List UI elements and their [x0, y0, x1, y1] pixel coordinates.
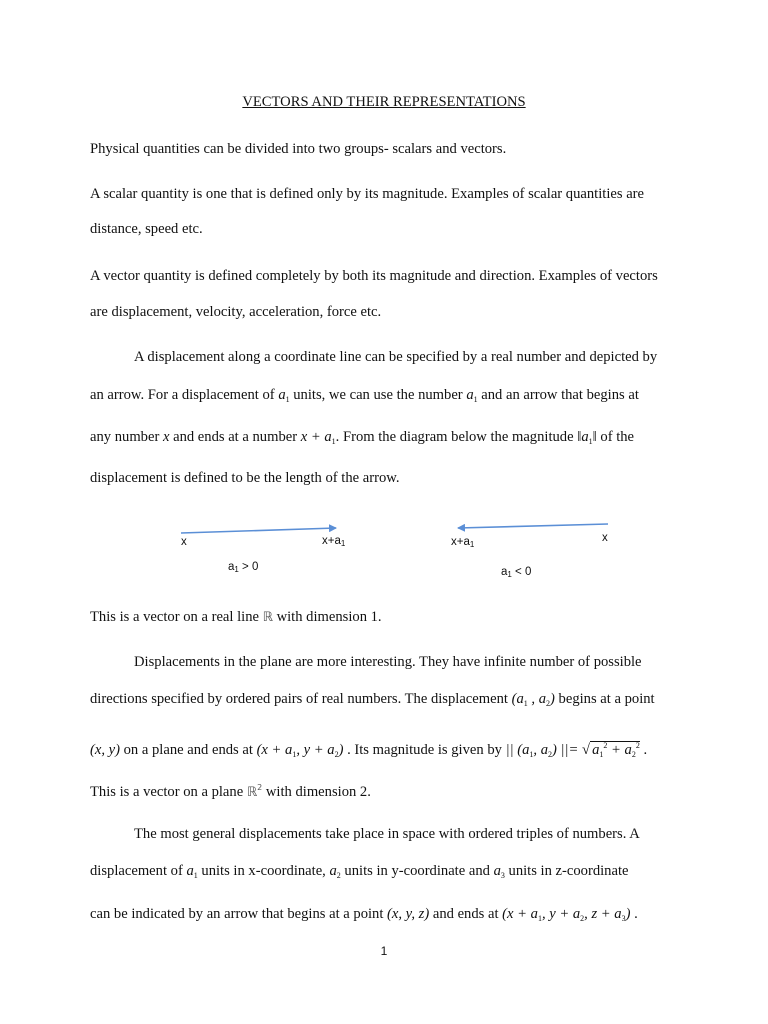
diagram-left-start-label: x	[181, 536, 187, 548]
math-norm-a1: $‖a_1‖$	[577, 429, 597, 446]
text-segment: can be indicated by an arrow that begins at a point	[90, 906, 388, 922]
text-segment: This is a vector on a plane	[90, 784, 247, 800]
text-segment: displacement of	[90, 863, 187, 879]
positive-displacement-arrow	[181, 528, 336, 533]
diagram-right-start-label: x	[602, 532, 608, 544]
diagram-right-condition-label	[501, 566, 531, 579]
text-segment: any number	[90, 429, 163, 445]
label-subscript: 1	[234, 565, 239, 574]
text-segment: and ends at a number	[169, 429, 301, 445]
label-text: < 0	[511, 566, 532, 578]
paragraph-displacement-line-4: displacement is defined to be the length of the arrow.	[90, 470, 400, 486]
math-x: x	[162, 429, 170, 445]
math-a1: $a_1$	[466, 387, 478, 404]
math-endpoint-3d: ($x + a_1$, $y + a_2$, $z + a_3$)	[502, 906, 631, 923]
text-segment: This is a vector on a real line	[90, 609, 263, 625]
math-a1: $a_1$	[186, 863, 198, 880]
paragraph-vector-line-2: are displacement, velocity, acceleration, force etc.	[90, 304, 382, 320]
paragraph-scalar-line-2: distance, speed etc.	[90, 221, 203, 237]
paragraph-intro: Physical quantities can be divided into two groups- scalars and vectors.	[90, 141, 507, 157]
text-segment: units in x-coordinate,	[197, 863, 330, 879]
text-segment: of the	[596, 429, 635, 445]
math-point-xyz: (x, y, z)	[387, 906, 430, 922]
text-segment: with dimension 2.	[262, 784, 371, 800]
paragraph-scalar-line-1: A scalar quantity is one that is defined only by its magnitude. Examples of scalar quantities are	[90, 186, 645, 202]
text-segment: an arrow. For a displacement of	[90, 387, 279, 403]
label-text: x+a	[451, 536, 470, 548]
paragraph-displacement-line-1: A displacement along a coordinate line can be specified by a real number and depicted by	[134, 349, 658, 365]
diagram-left-condition-label	[228, 561, 258, 574]
text-segment: .	[630, 906, 638, 922]
paragraph-space-line-1: The most general displacements take place in space with ordered triples of numbers. A	[134, 826, 640, 842]
label-subscript: 1	[340, 539, 346, 548]
text-segment: . From the diagram below the magnitude	[335, 429, 578, 445]
math-pair-a1-a2: ($a_1$ , $a_2$)	[511, 691, 555, 708]
paragraph-plane-line-4	[90, 779, 371, 802]
math-real-plane: ℝ$^2$	[246, 783, 263, 800]
label-text: a	[228, 561, 235, 573]
text-segment: .	[639, 742, 648, 758]
text-segment: units, we can use the number	[289, 387, 467, 403]
negative-displacement-arrow	[458, 524, 608, 528]
paragraph-vector-line-1: A vector quantity is defined completely by both its magnitude and direction. Examples of vectors	[90, 268, 658, 284]
label-subscript: 1	[507, 570, 512, 579]
text-segment: begins at a point	[554, 691, 655, 707]
text-segment: units in z-coordinate	[504, 863, 629, 879]
label-text: > 0	[238, 561, 259, 573]
text-segment: . Its magnitude is given by	[343, 742, 506, 758]
math-a2: $a_2$	[329, 863, 341, 880]
math-a3: $a_3$	[493, 863, 505, 880]
paragraph-plane-line-3	[90, 737, 647, 764]
text-segment: units in y-coordinate and	[340, 863, 494, 879]
paragraph-plane-line-2	[90, 690, 655, 713]
text-segment: and an arrow that begins at	[477, 387, 639, 403]
paragraph-real-line	[90, 608, 382, 627]
text-segment: and ends at	[429, 906, 503, 922]
text-segment: directions specified by ordered pairs of real numbers. The displacement	[90, 691, 512, 707]
paragraph-plane-line-1: Displacements in the plane are more interesting. They have infinite number of possible	[134, 654, 642, 670]
math-real-numbers: ℝ	[262, 610, 273, 625]
text-segment: on a plane and ends at	[119, 742, 257, 758]
diagram-right-end-label	[451, 536, 474, 549]
math-point-xy: (x, y)	[90, 742, 120, 758]
paragraph-space-line-2	[90, 862, 628, 885]
diagram-left-end-label	[322, 535, 345, 548]
page-number: 1	[380, 944, 388, 958]
math-a1: $a_1$	[278, 387, 290, 404]
label-text: x+a	[322, 535, 341, 547]
label-subscript: 1	[469, 540, 475, 549]
label-text: a	[501, 566, 508, 578]
math-x-plus-a1: $x + a_1$	[300, 429, 336, 446]
math-magnitude-2d: || ($a_1$, $a_2$) ||= √ $a_1^2 + a_2^2$	[505, 741, 640, 759]
text-segment: with dimension 1.	[272, 609, 382, 625]
page-title: VECTORS AND THEIR REPRESENTATIONS	[242, 94, 526, 110]
paragraph-space-line-3	[90, 905, 638, 928]
math-endpoint-2d: ($x + a_1$, $y + a_2$)	[256, 742, 344, 759]
